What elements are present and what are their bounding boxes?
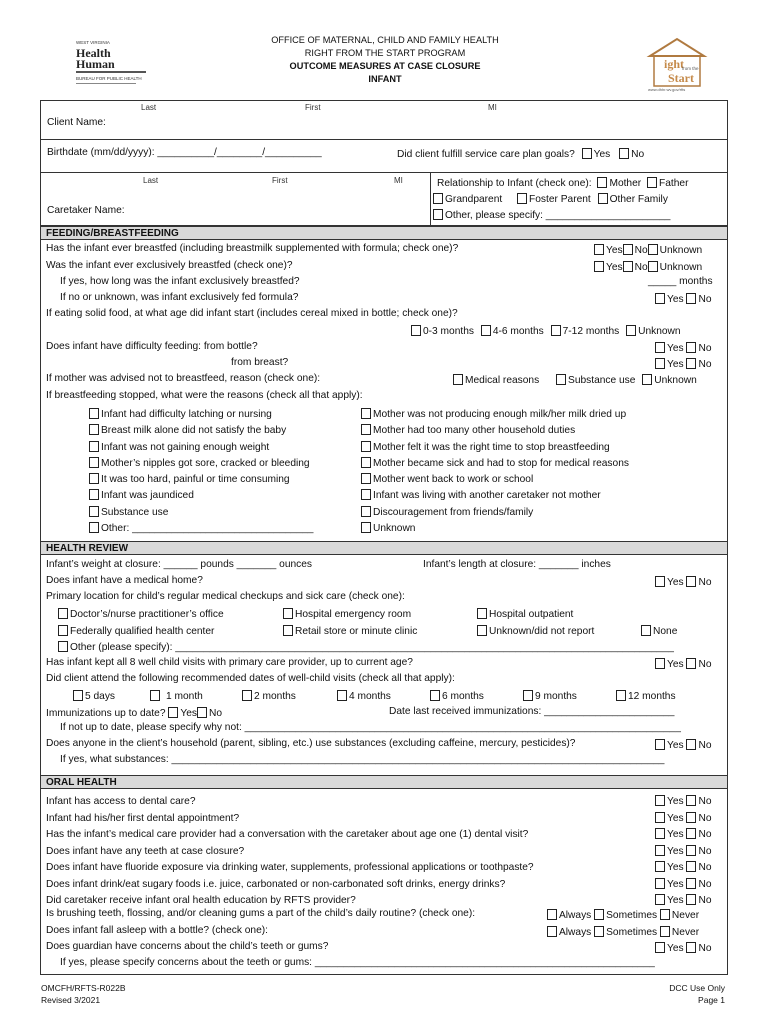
logo-left-line1: WEST VIRGINIA: [76, 40, 110, 45]
concerns-specify-field[interactable]: If yes, please specify concerns about the teeth or gums: ____________________________________________________________: [60, 957, 655, 968]
immunization-date-field[interactable]: Date last received immunizations: _______________________: [389, 706, 675, 717]
oral-question: Infant has access to dental care?: [46, 796, 196, 807]
reason-text: Infant had difficulty latching or nursing: [101, 409, 272, 420]
yes-label: Yes: [593, 149, 611, 160]
location-other-label: Other (please specify): ________________________________________________________________________________________: [70, 642, 674, 653]
father-label: Father: [659, 178, 689, 189]
visit-date-label: 6 months: [442, 691, 484, 702]
yes-label: Yes: [667, 878, 684, 890]
yes-label: Yes: [667, 343, 684, 354]
oral-question: Does infant have any teeth at case closure?: [46, 845, 245, 857]
relationship-row-2: [433, 193, 668, 205]
oral-question: Does infant have fluoride exposure via drinking water, supplements, professional applications or toothpaste?: [46, 862, 534, 873]
reason-text: Unknown: [373, 523, 416, 535]
yes-label: Yes: [606, 245, 623, 256]
visit-date-label: 1 month: [166, 691, 203, 702]
yes-label: Yes: [667, 577, 684, 588]
divider: [40, 139, 728, 140]
feeding-q6b: from breast?: [231, 357, 289, 368]
reason-text: Infant was jaundiced: [101, 490, 194, 502]
right-from-start-logo: [646, 36, 708, 92]
age-label: 4-6 months: [492, 326, 544, 337]
location-label: Hospital outpatient: [489, 609, 574, 620]
reason-label: Medical reasons: [465, 375, 540, 386]
immunization-why-field[interactable]: If not up to date, please specify why not: _____________________________________________________________________________: [60, 722, 681, 733]
yes-label: Yes: [667, 862, 684, 873]
goals-question: [397, 148, 644, 160]
caretaker-col-last: Last: [143, 176, 159, 185]
feeding-q5: If eating solid food, at what age did infant start (includes cereal mixed in bottle; check one)?: [46, 308, 458, 319]
feeding-section-heading: FEEDING/BREASTFEEDING: [40, 226, 728, 240]
form-title: OUTCOME MEASURES AT CASE CLOSURE: [289, 61, 481, 71]
reason-text: Mother became sick and had to stop for medical reasons: [373, 457, 629, 469]
no-label: No: [634, 262, 648, 273]
primary-location-q: Primary location for child’s regular medical checkups and sick care (check one):: [46, 591, 405, 602]
page-number: Page 1: [698, 995, 725, 1005]
header-block: [230, 34, 540, 86]
reason-label: Substance use: [568, 375, 636, 386]
goals-no-checkbox[interactable]: [619, 148, 629, 159]
yes-label: Yes: [180, 708, 197, 719]
sometimes-label: Sometimes: [606, 927, 658, 938]
sometimes-label: Sometimes: [606, 910, 658, 921]
logo-right-url: www.dhhr.wv.gov/rfts: [648, 87, 686, 92]
yes-label: Yes: [667, 895, 684, 906]
client-name-label: Client Name:: [47, 117, 106, 128]
reason-text: Mother had too many other household duties: [373, 425, 576, 437]
foster-label: Foster Parent: [529, 194, 591, 205]
caretaker-col-mi: MI: [394, 176, 403, 185]
visit-date-label: 12 months: [628, 691, 676, 702]
grandparent-label: Grandparent: [445, 194, 503, 205]
oral-question: Has the infant’s medical care provider had a conversation with the caretaker about age one (1) dental visit?: [46, 829, 529, 840]
father-checkbox[interactable]: [647, 177, 657, 188]
no-label: No: [698, 829, 712, 840]
divider: [40, 172, 728, 173]
no-label: No: [698, 895, 712, 906]
bottle-sleep-q: Does infant fall asleep with a bottle? (check one):: [46, 925, 268, 936]
yes-label: Yes: [667, 294, 684, 305]
yes-label: Yes: [667, 359, 684, 370]
reason-text: Discouragement from friends/family: [373, 506, 534, 518]
never-label: Never: [671, 910, 700, 921]
logo-right-word2: from the: [682, 66, 699, 71]
yes-label: Yes: [667, 796, 684, 807]
length-field[interactable]: Infant’s length at closure: _______ inches: [423, 559, 611, 570]
revised-date: Revised 3/2021: [41, 995, 101, 1005]
client-col-first: First: [305, 103, 321, 112]
goals-label: Did client fulfill service care plan goals?: [397, 149, 575, 160]
location-label: Retail store or minute clinic: [295, 626, 418, 637]
dcc-use-only: DCC Use Only: [669, 983, 725, 993]
client-col-mi: MI: [488, 103, 497, 112]
relationship-label: Relationship to Infant (check one):: [437, 178, 592, 189]
well-visits-q: Has infant kept all 8 well child visits with primary care provider, up to current age?: [46, 657, 413, 668]
mother-checkbox[interactable]: [597, 177, 607, 188]
age-label: 0-3 months: [423, 326, 474, 337]
no-label: No: [631, 149, 645, 160]
divider: [430, 172, 431, 226]
footer-right: [640, 982, 725, 1006]
oral-section-heading: ORAL HEALTH: [40, 775, 728, 789]
visit-date-label: 5 days: [85, 691, 116, 702]
birthdate-field[interactable]: Birthdate (mm/dd/yyyy): __________/________/__________: [47, 147, 322, 158]
reason-text: Breast milk alone did not satisfy the baby: [101, 425, 287, 437]
oral-question: Infant had his/her first dental appointment?: [46, 812, 240, 824]
location-label: None: [653, 626, 678, 637]
relationship-row-3: [433, 209, 670, 221]
logo-right-word3: Start: [668, 71, 694, 85]
no-label: No: [698, 740, 712, 751]
other-family-checkbox[interactable]: [598, 193, 608, 204]
age-label: 7-12 months: [562, 326, 620, 337]
mother-label: Mother: [609, 178, 642, 189]
yes-label: Yes: [606, 262, 623, 273]
feeding-q3: If yes, how long was the infant exclusively breastfed?: [60, 276, 300, 287]
client-col-last: Last: [141, 103, 157, 112]
reason-text: Infant was not gaining enough weight: [101, 441, 270, 453]
form-id: OMCFH/RFTS-R022B: [41, 983, 126, 993]
oral-question: Did caretaker receive infant oral health education by RFTS provider?: [46, 895, 356, 906]
yes-label: Yes: [667, 812, 684, 824]
attend-visits-q: Did client attend the following recommended dates of well-child visits (check all that apply):: [46, 673, 455, 684]
months-field[interactable]: _____ months: [648, 276, 713, 287]
footer-left: [41, 982, 126, 1006]
yes-label: Yes: [667, 845, 684, 857]
other-family-label: Other Family: [609, 194, 668, 205]
visit-date-label: 9 months: [535, 691, 577, 702]
form-subtitle: INFANT: [368, 74, 402, 84]
goals-yes-checkbox[interactable]: [582, 148, 592, 159]
brushing-q: Is brushing teeth, flossing, and/or cleaning gums a part of the child’s daily routine? (check one):: [46, 908, 476, 919]
feeding-frame: [40, 226, 728, 542]
no-label: No: [698, 796, 712, 807]
no-label: No: [698, 343, 712, 354]
office-title: OFFICE OF MATERNAL, CHILD AND FAMILY HEALTH: [271, 35, 499, 45]
substances-what-field[interactable]: If yes, what substances: _______________________________________________________________________________________: [60, 754, 665, 765]
grandparent-checkbox[interactable]: [433, 193, 443, 204]
other-relationship-label: Other, please specify: ______________________: [445, 210, 671, 221]
age-label: Unknown: [638, 326, 681, 337]
client-info-frame: [40, 100, 728, 226]
substances-q: Does anyone in the client’s household (parent, sibling, etc.) use substances (excluding caffeine, mercury, pesticides)?: [46, 738, 576, 749]
no-label: No: [698, 878, 712, 890]
reason-text: Substance use: [101, 506, 169, 518]
weight-field[interactable]: Infant’s weight at closure: ______ pounds _______ ounces: [46, 559, 313, 570]
reason-text: Other: ________________________________: [101, 523, 314, 535]
program-title: RIGHT FROM THE START PROGRAM: [304, 48, 466, 58]
yes-label: Yes: [667, 943, 684, 954]
logo-left-line4: BUREAU FOR PUBLIC HEALTH: [76, 76, 142, 81]
no-label: No: [698, 294, 712, 305]
feeding-q2: Was the infant ever exclusively breastfed (check one)?: [46, 260, 293, 271]
no-label: No: [698, 845, 712, 857]
relationship-row-1: [437, 177, 688, 189]
caretaker-name-label: Caretaker Name:: [47, 205, 125, 216]
reason-text: Mother’s nipples got sore, cracked or bleeding: [101, 457, 310, 469]
no-label: No: [208, 708, 222, 719]
concerns-q: Does guardian have concerns about the child’s teeth or gums?: [46, 941, 329, 952]
reason-text: Infant was living with another caretaker not mother: [373, 490, 601, 502]
no-label: No: [698, 659, 712, 670]
yes-label: Yes: [667, 740, 684, 751]
location-label: Unknown/did not report: [489, 626, 595, 637]
no-label: No: [698, 359, 712, 370]
unknown-label: Unknown: [659, 245, 703, 256]
always-label: Always: [559, 910, 592, 921]
never-label: Never: [671, 927, 700, 938]
yes-label: Yes: [667, 659, 684, 670]
caretaker-col-first: First: [272, 176, 288, 185]
feeding-q1: Has the infant ever breastfed (including breastmilk supplemented with formula; check one)?: [46, 243, 459, 254]
wv-dhhr-logo: [70, 38, 150, 88]
no-label: No: [634, 245, 648, 256]
immunizations-label: Immunizations up to date?: [46, 708, 166, 719]
form-body-frame: [40, 541, 728, 975]
unknown-label: Unknown: [659, 262, 703, 273]
reason-text: Mother was not producing enough milk/her milk dried up: [373, 409, 627, 420]
reason-text: It was too hard, painful or time consuming: [101, 474, 290, 486]
logo-left-line3: Human: [76, 57, 115, 71]
other-relationship-checkbox[interactable]: [433, 209, 443, 220]
location-label: Hospital emergency room: [295, 609, 412, 620]
reason-label: Unknown: [654, 375, 697, 386]
medical-home-q: Does infant have a medical home?: [46, 575, 203, 586]
foster-checkbox[interactable]: [517, 193, 527, 204]
visit-date-label: 4 months: [349, 691, 391, 702]
health-section-heading: HEALTH REVIEW: [40, 541, 728, 555]
feeding-q7: If mother was advised not to breastfeed, reason (check one):: [46, 373, 321, 384]
logo-left-line2: Health: [76, 46, 111, 60]
no-label: No: [698, 577, 712, 588]
always-label: Always: [559, 927, 592, 938]
location-label: Federally qualified health center: [70, 626, 215, 637]
no-label: No: [698, 862, 712, 873]
visit-date-label: 2 months: [254, 691, 296, 702]
feeding-q4: If no or unknown, was infant exclusively fed formula?: [60, 292, 299, 303]
logo-right-word1: ight: [664, 57, 685, 71]
reason-text: Mother went back to work or school: [373, 474, 534, 486]
no-label: No: [698, 943, 712, 954]
location-label: Doctor’s/nurse practitioner’s office: [70, 609, 224, 620]
feeding-q6: Does infant have difficulty feeding: from bottle?: [46, 341, 258, 352]
oral-question: Does infant drink/eat sugary foods i.e. juice, carbonated or non-carbonated soft drinks, energy drinks?: [46, 878, 506, 890]
feeding-q8: If breastfeeding stopped, what were the reasons (check all that apply):: [46, 390, 363, 401]
yes-label: Yes: [667, 829, 684, 840]
no-label: No: [698, 812, 712, 824]
reason-text: Mother felt it was the right time to stop breastfeeding: [373, 441, 610, 453]
